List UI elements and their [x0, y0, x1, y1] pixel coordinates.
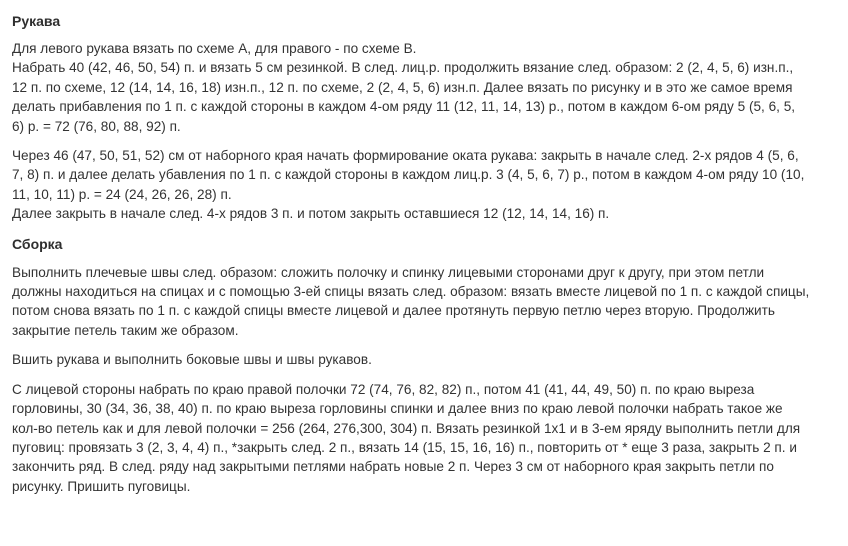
text-line: Через 46 (47, 50, 51, 52) см от наборного края начать формирование оката рукава: закрыть в начале след. 2-х рядов 4 (5, 6, [12, 148, 799, 164]
paragraph-sleeves-increase [12, 39, 842, 136]
text-line: закрытие петель таким же образом. [12, 322, 239, 338]
text-line: 7, 8) п. и далее делать убавления по 1 п. с каждой стороны в каждом лиц.р. 3 (4, 5, 6, 7) р., потом в каждом 4-ом ряду 10 (10, [12, 167, 805, 183]
section-heading-assembly: Сборка [12, 235, 63, 252]
paragraph-button-band [12, 380, 842, 496]
paragraph-sleeves-cap [12, 146, 842, 224]
paragraph-sew-sleeves [12, 350, 842, 369]
text-line: Вшить рукава и выполнить боковые швы и швы рукавов. [12, 352, 372, 368]
text-line: рисунку. Пришить пуговицы. [12, 478, 191, 494]
text-line: делать прибавления по 1 п. с каждой стороны в каждом 4-ом ряду 11 (12, 11, 14, 13) р., потом в каждом 6-ом ряду 5 (5, 6, 5, [12, 99, 796, 115]
text-line: закончить ряд. В след. ряду над закрытыми петлями набрать новые 2 п. Через 3 см от наборного края закрыть петли по [12, 459, 774, 475]
text-line: должны находиться на спицах и с помощью 3-ей спицы вязать след. образом: вязать вместе лицевой по 1 п. с каждой спицы, [12, 284, 810, 300]
section-heading-sleeves: Рукава [12, 13, 61, 29]
text-line: пуговиц: провязать 3 (2, 3, 4, 4) п., *закрыть след. 2 п., вязать 14 (15, 15, 16, 16) п., повторить от * еще 3 раза, закрыть 2 п. и [12, 439, 797, 455]
paragraph-shoulder-seams [12, 263, 842, 341]
document-body [12, 10, 842, 506]
text-line: Набрать 40 (42, 46, 50, 54) п. и вязать 5 см резинкой. В след. лиц.р. продолжить вязание след. образом: 2 (2, 4, 5, 6) изн.п., [12, 60, 794, 76]
text-line: потом снова вязать по 1 п. с каждой спицы вместе лицевой и далее протянуть первую петлю через вторую. Продолжить [12, 303, 775, 319]
text-line: 12 п. по схеме, 12 (14, 14, 16, 18) изн.п., 12 п. по схеме, 2 (2, 4, 5, 6) изн.п. Далее вязать по рисунку и в это же самое время [12, 79, 793, 95]
text-line: Для левого рукава вязать по схеме А, для правого - по схеме В. [12, 41, 417, 56]
text-line: 6) р. = 72 (76, 80, 88, 92) п. [12, 118, 181, 134]
text-line: Выполнить плечевые швы след. образом: сложить полочку и спинку лицевыми сторонами друг к другу, при этом петли [12, 264, 765, 280]
text-line: 11, 10, 11) р. = 24 (24, 26, 26, 28) п. [12, 186, 232, 202]
text-line: С лицевой стороны набрать по краю правой полочки 72 (74, 76, 82, 82) п., потом 41 (41, 44, 49, 50) п. по краю выреза [12, 381, 755, 397]
text-line: Далее закрыть в начале след. 4-х рядов 3 п. и потом закрыть оставшиеся 12 (12, 14, 14, 16) п. [12, 206, 610, 222]
text-line: горловины, 30 (34, 36, 38, 40) п. по краю выреза горловины спинки и далее вниз по краю левой полочки набрать такое же [12, 401, 783, 417]
text-line: кол-во петель как и для левой полочки = 256 (264, 276,300, 304) п. Вязать резинкой 1х1 и в 3-ем яряду выполнить петли для [12, 420, 801, 436]
